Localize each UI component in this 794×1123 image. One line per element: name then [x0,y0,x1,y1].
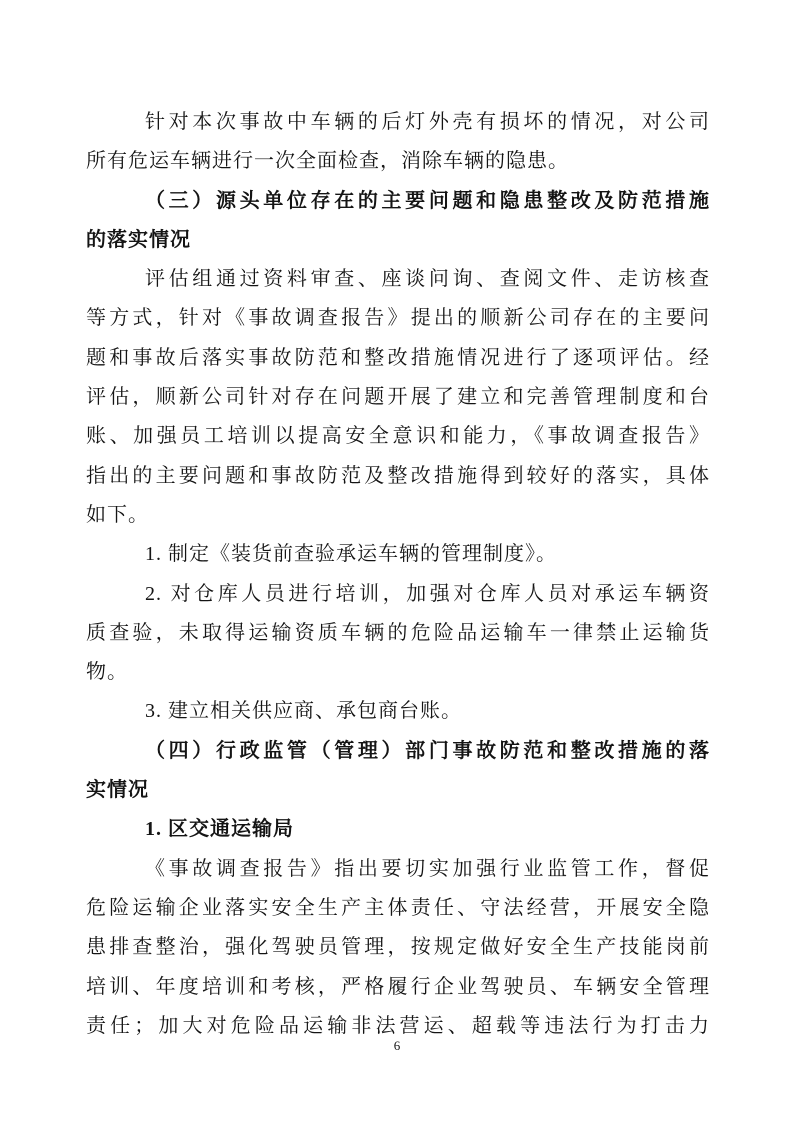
text-line: 1. 制定《装货前查验承运车辆的管理制度》。 [145,543,557,566]
text-line: 等方式，针对《事故调查报告》提出的顺新公司存在的主要问 [86,307,710,330]
text-line: 评估组通过资料审查、座谈问询、查阅文件、走访核查 [145,268,710,291]
text-line: 1. 区交通运输局 [145,818,294,841]
text-line: 培训、年度培训和考核，严格履行企业驾驶员、车辆安全管理 [86,975,710,998]
document-text-body [86,103,710,1046]
text-line: 的落实情况 [86,228,191,251]
text-line: 实情况 [86,779,149,802]
text-line: 《事故调查报告》指出要切实加强行业监管工作，督促 [145,857,710,880]
page-number: 6 [393,1038,401,1053]
text-line: 如下。 [86,503,149,526]
text-line: 指出的主要问题和事故防范及整改措施得到较好的落实，具体 [86,464,710,487]
text-line: 账、加强员工培训以提高安全意识和能力，《事故调查报告》 [86,425,710,448]
text-line: 题和事故后落实事故防范和整改措施情况进行了逐项评估。经 [86,346,710,369]
text-line: 评估，顺新公司针对存在问题开展了建立和完善管理制度和台 [86,386,710,409]
text-line: 所有危运车辆进行一次全面检查，消除车辆的隐患。 [86,150,569,173]
text-line: （三）源头单位存在的主要问题和隐患整改及防范措施 [145,189,710,212]
text-line: 质查验，未取得运输资质车辆的危险品运输车一律禁止运输货 [86,621,710,644]
text-line: 物。 [86,661,128,684]
text-line: 3. 建立相关供应商、承包商台账。 [145,700,462,723]
text-line: 责任；加大对危险品运输非法营运、超载等违法行为打击力 [86,1014,710,1037]
text-line: （四）行政监管（管理）部门事故防范和整改措施的落 [145,739,710,762]
text-line: 2. 对仓库人员进行培训，加强对仓库人员对承运车辆资 [145,582,710,605]
text-line: 患排查整治，强化驾驶员管理，按规定做好安全生产技能岗前 [86,936,710,959]
text-line: 危险运输企业落实安全生产主体责任、守法经营，开展安全隐 [86,896,710,919]
text-line: 针对本次事故中车辆的后灯外壳有损坏的情况，对公司 [145,111,710,133]
